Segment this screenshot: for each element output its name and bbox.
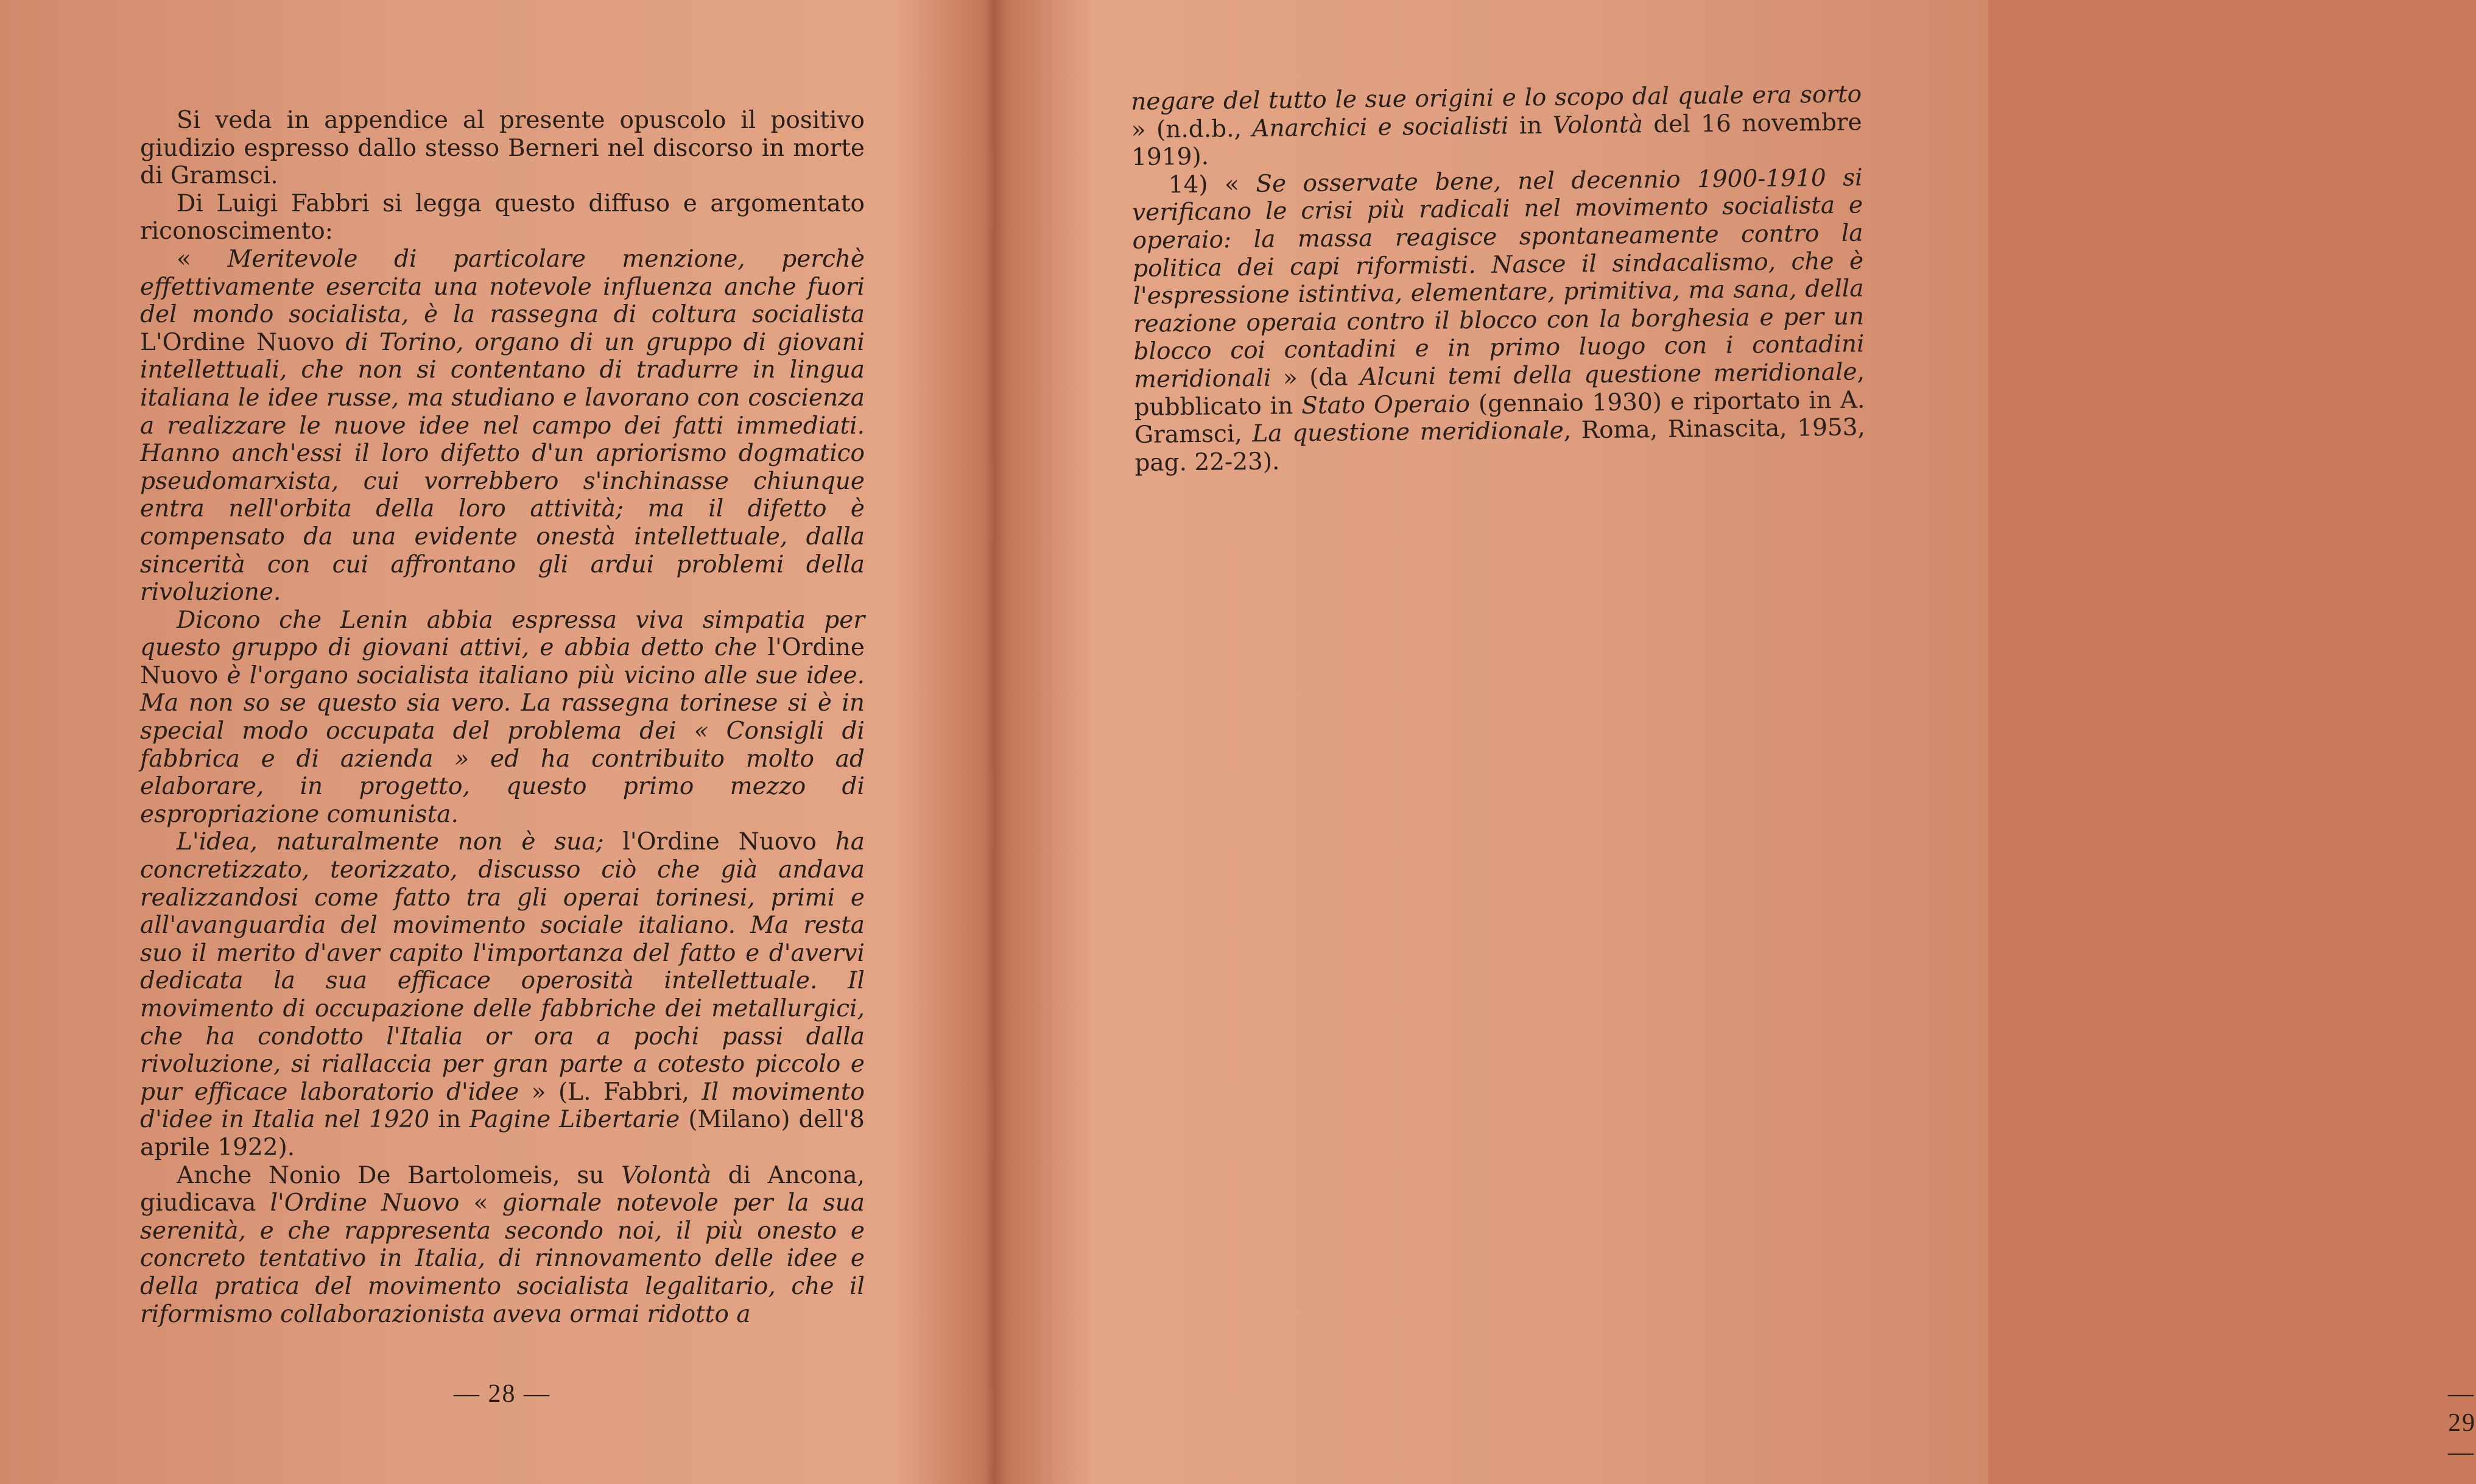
text-segment: «: [177, 245, 228, 273]
italic-text-segment: Volontà: [621, 1161, 728, 1189]
paragraph: [1131, 80, 1862, 171]
text-segment: , Roma, Rinascita, 1953, pag. 22-23).: [1134, 413, 1866, 477]
italic-text-segment: è l'organo socialista italiano più vicino alle sue idee. Ma non so se questo sia vero. La rassegna torinese si è in special modo occupata del problema dei « Consigli di fabbrica e di azienda » ed ha contribuito molto ad elaborare, in progetto, questo primo mezzo di espropriazione comunista.: [140, 661, 865, 828]
italic-text-segment: La questione meridionale: [1252, 417, 1564, 448]
italic-text-segment: l'Ordine Nuovo: [270, 1189, 474, 1217]
paragraph: [140, 1162, 865, 1329]
text-segment: (gennaio 1930) e riportato in A. Gramsci,: [1134, 385, 1865, 449]
italic-text-segment: Alcuni temi della questione meridionale: [1359, 358, 1857, 392]
text-segment: in: [1519, 111, 1553, 139]
italic-text-segment: Meritevole di particolare menzione, perchè effettivamente esercita una notevole influenza anche fuori del mondo socialista, è la rassegna di coltura socialista: [140, 245, 865, 329]
paragraph: [140, 245, 865, 607]
text-segment: 14) «: [1168, 170, 1256, 199]
italic-text-segment: ha concretizzato, teorizzato, discusso ciò che già andava realizzandosi come fatto tra gli operai torinesi, primi e all'avanguardia del movimento sociale italiano. Ma resta suo il merito d'aver capito l'importanza del fatto e d'avervi dedicata la sua efficace operosità intellettuale. Il movimento di occupazione delle fabbriche dei metallurgici, che ha condotto l'Italia or ora a pochi passi dalla rivoluzione, si riallaccia per gran parte a cotesto piccolo e pur efficace laboratorio d'idee: [140, 828, 865, 1106]
text-segment: di Ancona, giudicava: [140, 1161, 865, 1217]
text-segment: » (da: [1271, 364, 1360, 392]
page-number: — 29 —: [2448, 1380, 2476, 1466]
italic-text-segment: di: [345, 328, 379, 356]
paragraph: [140, 190, 865, 245]
italic-text-segment: Stato Operaio: [1301, 390, 1479, 420]
paragraph: [140, 107, 865, 190]
italic-text-segment: Dicono che Lenin abbia espressa viva simpatia per questo gruppo di giovani attivi, e abbia detto che: [140, 606, 865, 662]
left-page-text: [140, 107, 865, 1328]
italic-text-segment: giornale notevole per la sua serenità, e che rappresenta secondo noi, il più onesto e concreto tentativo in Italia, di rinnovamento delle idee e della pratica del movimento socialista legalitario, che il riformismo collaborazionista aveva ormai ridotto a: [140, 1189, 865, 1328]
left-page: [0, 0, 994, 1484]
italic-text-segment: Se osservate bene, nel decennio 1900-1910 si verificano le crisi più radicali nel movimento socialista e operaio: la massa reagisce spontaneamente contro la politica dei capi riformisti. Nasce il sindacalismo, che è l'espressione istintiva, elementare, primitiva, ma sana, della reazione operaia contro il blocco con la borghesia e per un blocco coi contadini e in primo luogo con i contadini meridionali: [1131, 164, 1865, 393]
text-segment: » (n.d.b.,: [1131, 114, 1253, 144]
italic-text-segment: L'idea, naturalmente non è sua;: [177, 828, 623, 856]
text-segment: Anche Nonio De Bartolomeis, su: [177, 1161, 621, 1189]
text-segment: , pubblicato in: [1134, 358, 1865, 421]
right-page-text: [1131, 80, 1866, 477]
italic-text-segment: Torino: [379, 328, 457, 356]
text-segment: del 16 novembre 1919).: [1131, 108, 1862, 172]
text-segment: in: [438, 1106, 470, 1134]
italic-text-segment: Il movimento d'idee in Italia nel 1920: [140, 1078, 865, 1134]
text-segment: «: [473, 1189, 502, 1217]
text-segment: Di Luigi Fabbri si legga questo diffuso e argomentato riconoscimento:: [140, 189, 865, 245]
italic-text-segment: , organo di un gruppo di giovani intellettuali, che non si contentano di tradurre in lingua italiana le idee russe, ma studiano e lavorano con coscienza a realizzare le nuove idee nel campo dei fatti immediati. Hanno anch'essi il loro difetto d'un apriorismo dogmatico pseudomarxista, cui vorrebbero s'inchinasse chiunque entra nell'orbita della loro attività; ma il difetto è compensato da una evidente onestà intellettuale, dalla sincerità con cui affrontano gli ardui problemi della rivoluzione.: [140, 328, 865, 607]
italic-text-segment: Pagine Libertarie: [469, 1106, 689, 1134]
text-segment: l'Ordine Nuovo: [622, 828, 835, 856]
text-segment: Si veda in appendice al presente opuscolo il positivo giudizio espresso dallo stesso Berneri nel discorso in morte di Gramsci.: [140, 107, 865, 190]
italic-text-segment: Volontà: [1552, 110, 1654, 139]
text-segment: (Milano) dell'8 aprile 1922).: [140, 1106, 865, 1161]
paragraph: [1131, 164, 1865, 477]
text-segment: L'Ordine Nuovo: [140, 328, 346, 356]
italic-text-segment: negare del tutto le sue origini e lo scopo dal quale era sorto: [1131, 80, 1862, 116]
text-segment: » (L. Fabbri,: [519, 1078, 702, 1106]
text-segment: l'Ordine Nuovo: [140, 634, 865, 689]
paragraph: [140, 607, 865, 829]
italic-text-segment: Anarchici e socialisti: [1252, 111, 1519, 142]
right-page: [994, 0, 2476, 1484]
paragraph: [140, 828, 865, 1161]
page-number: — 28 —: [454, 1380, 550, 1408]
